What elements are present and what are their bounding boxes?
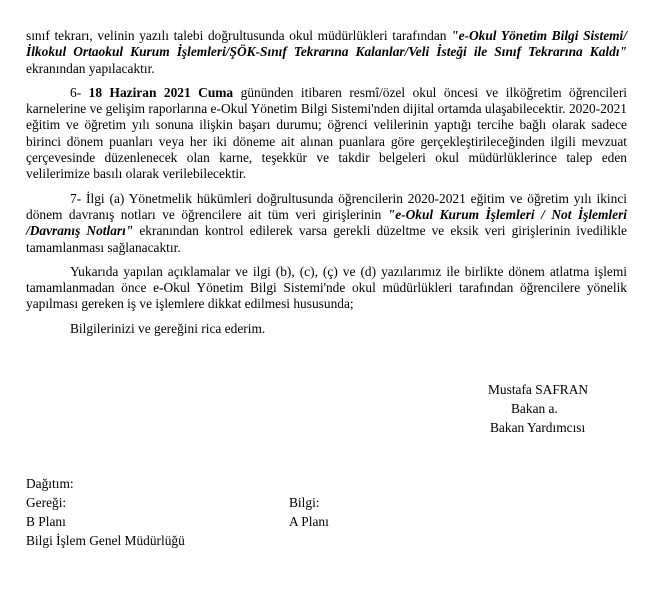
emphasized-menu-path: "e-Okul Yönetim Bilgi Sistemi/İlkokul Ortaokul Kurum İşlemleri/ŞÖK-Sınıf Tekrarına Kalanlar/Veli İsteği ile Sınıf Tekrarına Kaldı" [26, 28, 627, 60]
paragraph-text: 7- İlgi (a) Yönetmelik hükümleri doğrultusunda öğrencilerin 2020-2021 eğitim ve öğretim yılı ikinci dönem davranış notları ve öğrencilere ait tüm veri girişlerinin [26, 190, 627, 222]
paragraph-text: sınıf tekrarı, velinin yazılı talebi doğrultusunda okul müdürlükleri tarafından [26, 28, 452, 43]
signatory-title: Bakan Yardımcısı [490, 420, 586, 435]
action-label: Gereği: [26, 495, 67, 510]
action-recipients: B Planı [26, 514, 66, 529]
info-recipients: A Planı [289, 514, 329, 529]
paragraph-continuation [26, 28, 627, 77]
paragraph-item-7 [26, 191, 627, 256]
distribution-heading: Dağıtım: [26, 476, 74, 491]
paragraph-item-6 [26, 85, 627, 183]
signatory-name: Mustafa SAFRAN [488, 382, 589, 397]
bold-date: 18 Haziran 2021 Cuma [88, 84, 234, 100]
paragraph-text: ekranından kontrol edilerek varsa gerekli düzeltme ve eksik veri girişlerinin ivedilikle tamamlanması sağlanacaktır. [26, 223, 627, 255]
info-label: Bilgi: [289, 495, 320, 510]
extra-recipient: Bilgi İşlem Genel Müdürlüğü [26, 533, 185, 548]
distribution-list [26, 474, 626, 550]
emphasized-menu-path: "e-Okul Kurum İşlemleri / Not İşlemleri /Davranış Notları" [26, 206, 628, 239]
signature-block [488, 380, 628, 437]
signatory-authority: Bakan a. [511, 401, 558, 416]
closing-paragraph: Yukarıda yapılan açıklamalar ve ilgi (b), (c), (ç) ve (d) yazılarımız ile birlikte dönem atlatma işlemi tamamlanmadan önce e-Okul Yönetim Bilgi Sistemi'nde okul müdürlükleri tarafından öğrencilere yönelik yapılması gereken iş ve işlemlere dikkat edilmesi hususunda; [26, 263, 627, 312]
item-number: 6- [70, 84, 89, 100]
paragraph-text: gününden itibaren resmî/özel okul öncesi ve ilköğretim öğrencileri karnelerine ve gelişim raporlarına e-Okul Yönetim Bilgi Sistemi'nden dijital ortamda ulaşabilecektir. 2020-2021 eğitim ve öğretim yılı sonuna ilişkin başarı durumu; öğrenci velilerinin yaptığı tercihe bağlı olarak sadece birinci dönem puanları veya her iki döneme ait alınan puanlara göre gerçekleştirileceğinden ilgili mevzuat çerçevesinde düzenlenecek olan karne, teşekkür ve takdir belgeleri okul müdürlüklerince talep eden velilerimize basılı olarak verilebilecektir. [26, 84, 627, 182]
paragraph-text: ekranından yapılacaktır. [26, 60, 155, 76]
request-sentence: Bilgilerinizi ve gereğini rica ederim. [70, 320, 266, 336]
document-body [26, 28, 627, 337]
